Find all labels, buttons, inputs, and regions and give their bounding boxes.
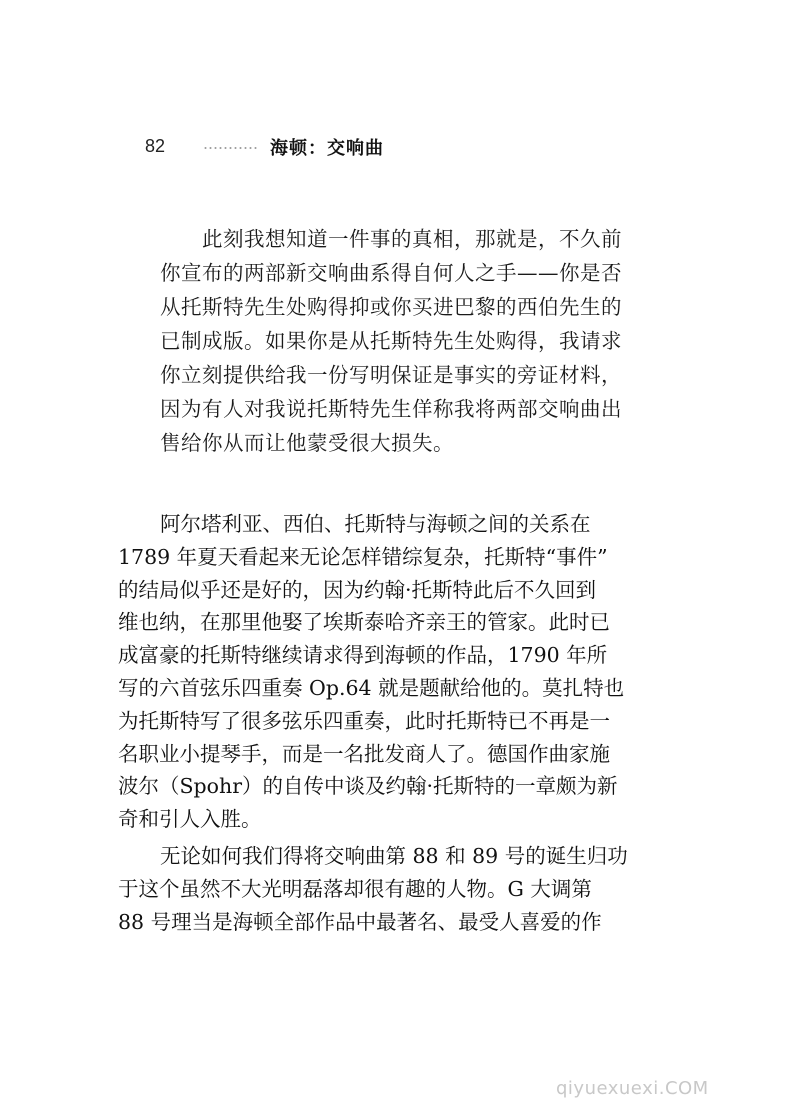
body-line: 88 号理当是海顿全部作品中最著名、最受人喜爱的作 <box>118 909 602 934</box>
body-line: 维也纳，在那里他娶了埃斯泰哈齐亲王的管家。此时已 <box>118 610 610 635</box>
body-line: 阿尔塔利亚、西伯、托斯特与海顿之间的关系在 <box>160 512 591 536</box>
quote-line: 此刻我想知道一件事的真相，那就是，不久前 <box>202 227 622 251</box>
body-line: 无论如何我们得将交响曲第 88 和 89 号的诞生归功 <box>160 843 628 868</box>
body-line: 1789 年夏天看起来无论怎样错综复杂，托斯特“事件” <box>118 544 608 569</box>
body-line: 写的六首弦乐四重奏 Op.64 就是题献给他的。莫扎特也 <box>118 675 625 700</box>
quote-line: 你立刻提供给我一份写明保证是事实的旁证材料， <box>160 363 622 387</box>
quote-line: 你宣布的两部新交响曲系得自何人之手——你是否 <box>160 261 622 285</box>
paragraph-1 <box>118 508 674 836</box>
running-title: 海顿：交响曲 <box>270 138 384 159</box>
block-quote <box>160 222 672 460</box>
quote-line: 售给你从而让他蒙受很大损失。 <box>160 431 454 455</box>
page-header <box>145 134 705 162</box>
page-number: 82 <box>145 136 166 156</box>
site-watermark: qiyuexuexi.COM <box>556 1078 709 1099</box>
body-line: 于这个虽然不大光明磊落却很有趣的人物。G 大调第 <box>118 876 592 901</box>
body-line: 为托斯特写了很多弦乐四重奏，此时托斯特已不再是一 <box>118 708 610 733</box>
body-line: 成富豪的托斯特继续请求得到海顿的作品，1790 年所 <box>118 643 608 668</box>
body-line: 奇和引人入胜。 <box>118 807 262 832</box>
quote-line: 从托斯特先生处购得抑或你买进巴黎的西伯先生的 <box>160 295 622 319</box>
body-line: 名职业小提琴手，而是一名批发商人了。德国作曲家施 <box>118 741 610 766</box>
quote-line: 已制成版。如果你是从托斯特先生处购得，我请求 <box>160 329 622 353</box>
paragraph-2 <box>118 840 674 938</box>
header-dot-ornament <box>203 146 258 150</box>
body-line: 波尔（Spohr）的自传中谈及约翰·托斯特的一章颇为新 <box>118 774 618 799</box>
body-line: 的结局似乎还是好的，因为约翰·托斯特此后不久回到 <box>118 577 597 602</box>
body-text <box>118 508 674 938</box>
quote-line: 因为有人对我说托斯特先生佯称我将两部交响曲出 <box>160 397 622 421</box>
